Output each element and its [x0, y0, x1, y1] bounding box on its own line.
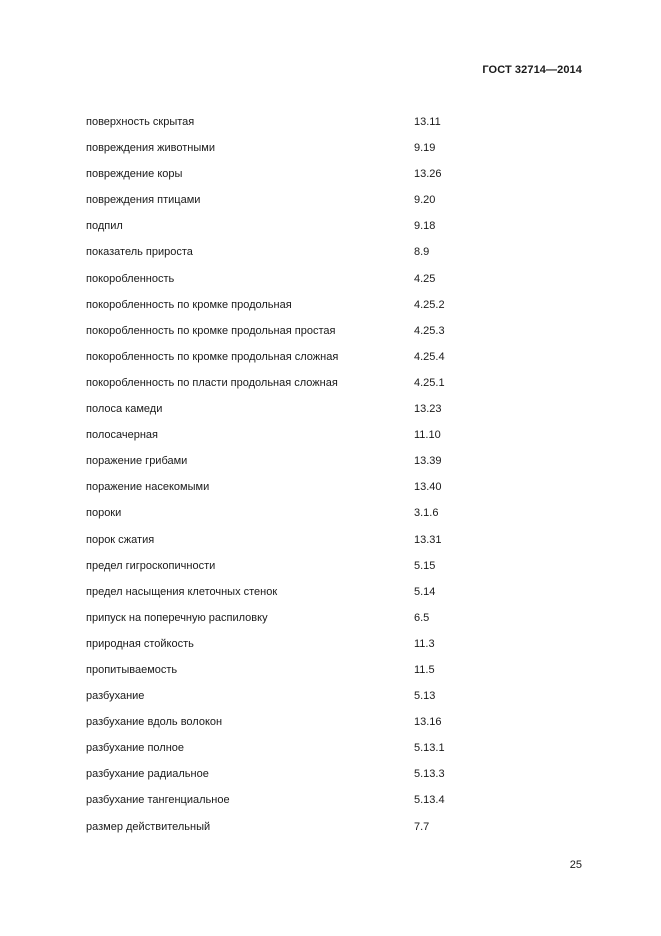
index-entry-reference: 3.1.6 [414, 507, 439, 520]
index-entry [86, 690, 486, 716]
index-entry [86, 299, 486, 325]
index-entry-term: разбухание радиальное [86, 768, 209, 781]
index-entry [86, 220, 486, 246]
index-entry-reference: 5.14 [414, 585, 436, 598]
index-entry-reference: 11.3 [414, 637, 435, 650]
index-entry-term: повреждение коры [86, 168, 183, 181]
index-entry-term: повреждения птицами [86, 194, 201, 207]
index-entry-reference: 13.26 [414, 168, 442, 181]
index-entry-reference: 13.31 [414, 533, 442, 546]
index-entry [86, 246, 486, 272]
index-entry [86, 377, 486, 403]
index-entry [86, 351, 486, 377]
index-entry [86, 716, 486, 742]
index-entry-term: покоробленность по кромке продольная простая [86, 324, 336, 337]
index-entry-reference: 13.23 [414, 403, 442, 416]
index-entry-reference: 8.9 [414, 246, 430, 259]
index-entry-reference: 13.16 [414, 716, 442, 729]
index-entry [86, 116, 486, 142]
index-entry-term: показатель прироста [86, 246, 193, 259]
index-entry-reference: 6.5 [414, 611, 430, 624]
index-entry-reference: 13.11 [414, 116, 441, 128]
index-entry-reference: 11.5 [414, 663, 435, 676]
page-number: 25 [569, 859, 582, 871]
index-entry-reference: 13.39 [414, 455, 442, 468]
index-entry [86, 455, 486, 481]
index-entry [86, 194, 486, 220]
index-entry-term: разбухание вдоль волокон [86, 716, 223, 729]
index-entry [86, 142, 486, 168]
index-entry [86, 794, 486, 820]
index-entry-reference: 5.13 [414, 690, 436, 703]
index-entry-term: покоробленность [86, 272, 175, 285]
index-entry-reference: 5.15 [414, 559, 436, 572]
index-entry-term: покоробленность по пласти продольная сложная [86, 376, 338, 389]
index-entry-term: порок сжатия [86, 533, 155, 546]
index-entry-reference: 13.40 [414, 481, 442, 494]
index-entry [86, 534, 486, 560]
index-entry-term: припуск на поперечную распиловку [86, 611, 268, 624]
index-entry-term: размер действительный [86, 820, 211, 833]
index-entry [86, 768, 486, 794]
index-entry-term: полоса камеди [86, 403, 163, 416]
index-entry [86, 612, 486, 638]
index-entry-reference: 9.19 [414, 142, 436, 155]
index-entry [86, 560, 486, 586]
index-entry-term: предел гигроскопичности [86, 559, 216, 572]
index-entry-term: поражение насекомыми [86, 481, 210, 494]
index-entry-term: подпил [86, 220, 123, 233]
index-entry [86, 638, 486, 664]
index-entry [86, 481, 486, 507]
index-entry [86, 821, 486, 847]
index-entry [86, 742, 486, 768]
index-entry-reference: 5.13.3 [414, 768, 445, 781]
index-entry-term: пропитываемость [86, 663, 178, 676]
index-entry-term: полосачерная [86, 429, 158, 442]
index-entry-reference: 5.13.1 [414, 742, 445, 755]
index-entry-term: повреждения животными [86, 142, 215, 155]
index-entry-reference: 4.25.3 [414, 324, 445, 337]
index-entry-term: разбухание тангенциальное [86, 794, 230, 807]
document-header-standard: ГОСТ 32714—2014 [482, 64, 582, 76]
index-entry-term: поверхность скрытая [86, 116, 195, 128]
index-entry-term: покоробленность по кромке продольная [86, 298, 292, 311]
index-entry [86, 429, 486, 455]
index-entry-term: предел насыщения клеточных стенок [86, 585, 278, 598]
index-entry [86, 403, 486, 429]
index-entry-reference: 4.25 [414, 272, 436, 285]
index-entry-reference: 4.25.4 [414, 350, 445, 363]
index-entry [86, 507, 486, 533]
index-entry [86, 586, 486, 612]
index-entry-term: разбухание полное [86, 742, 185, 755]
index-entry-reference: 4.25.2 [414, 298, 445, 311]
index-entry-reference: 11.10 [414, 429, 441, 442]
index-entry [86, 664, 486, 690]
index-entry-term: разбухание [86, 690, 145, 703]
term-index-list [86, 116, 486, 847]
index-entry-reference: 7.7 [414, 820, 430, 833]
index-entry [86, 273, 486, 299]
index-entry [86, 325, 486, 351]
index-entry-term: природная стойкость [86, 637, 194, 650]
index-entry-reference: 5.13.4 [414, 794, 445, 807]
index-entry-reference: 9.18 [414, 220, 436, 233]
index-entry-term: пороки [86, 507, 122, 520]
index-entry [86, 168, 486, 194]
index-entry-term: покоробленность по кромке продольная сложная [86, 350, 339, 363]
index-entry-reference: 9.20 [414, 194, 436, 207]
index-entry-term: поражение грибами [86, 455, 188, 468]
index-entry-reference: 4.25.1 [414, 376, 445, 389]
